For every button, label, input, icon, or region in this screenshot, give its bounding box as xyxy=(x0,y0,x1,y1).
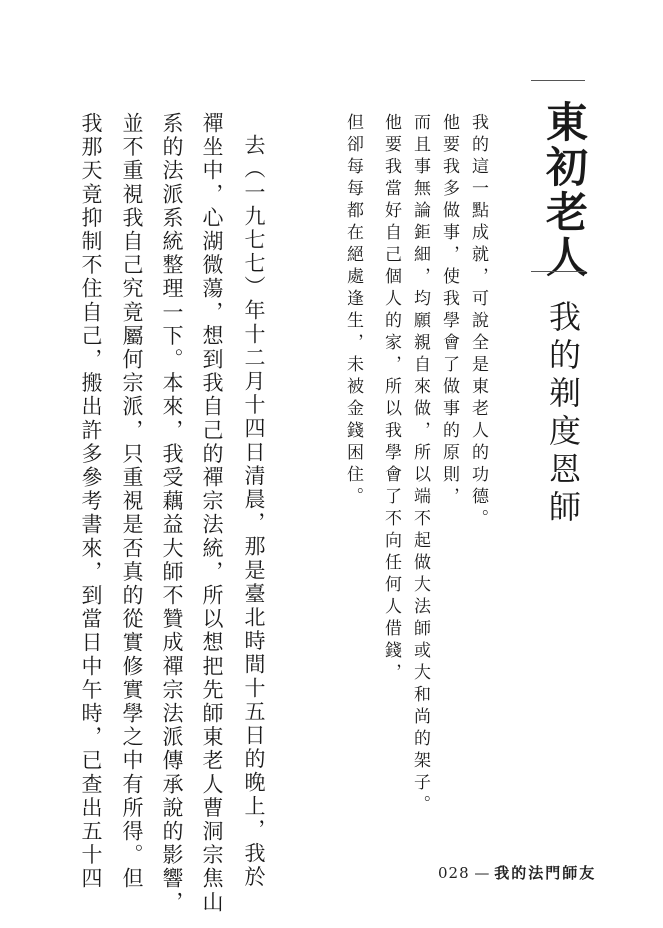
book-title: 我的法門師友 xyxy=(494,864,597,882)
body-column-2: 禪坐中，心湖微蕩，想到我自己的禪宗法統，所以想把先師東老人曹洞宗焦山 xyxy=(200,112,224,915)
body-column-4: 並不重視我自己究竟屬何宗派，只重視是否真的從實修實學之中有所得。但 xyxy=(120,112,144,891)
title-divider-rule xyxy=(531,271,585,272)
footer-separator: — xyxy=(474,864,490,882)
quote-column-5: 但卻每每都在絕處逢生，未被金錢困住。 xyxy=(343,113,363,509)
page-number: 028 xyxy=(438,864,470,882)
quote-column-2: 他要我多做事，使我學會了做事的原則， xyxy=(439,113,459,509)
body-column-5: 我那天竟抑制不住自己，搬出許多參考書來，到當日中午時，已查出五十四 xyxy=(79,112,103,891)
page-footer xyxy=(438,862,596,883)
quote-column-4: 他要我當好自己個人的家，所以我學會了不向任何人借錢， xyxy=(381,113,401,685)
body-column-3: 系的法派系統整理一下。本來，我受藕益大師不贊成禪宗法派傳承說的影響， xyxy=(160,112,184,915)
chapter-subtitle: 我的剃度恩師 xyxy=(544,300,582,528)
title-top-rule xyxy=(531,80,585,81)
body-column-1: 去（一九七七）年十二月十四日清晨，那是臺北時間十五日的晚上，我於 xyxy=(242,134,266,890)
quote-column-1: 我的這一點成就，可說全是東老人的功德。 xyxy=(468,113,488,531)
quote-column-3: 而且事無論鉅細，均願親自來做，所以端不起做大法師或大和尚的架子。 xyxy=(410,113,430,817)
chapter-title: 東初老人 xyxy=(540,100,589,280)
